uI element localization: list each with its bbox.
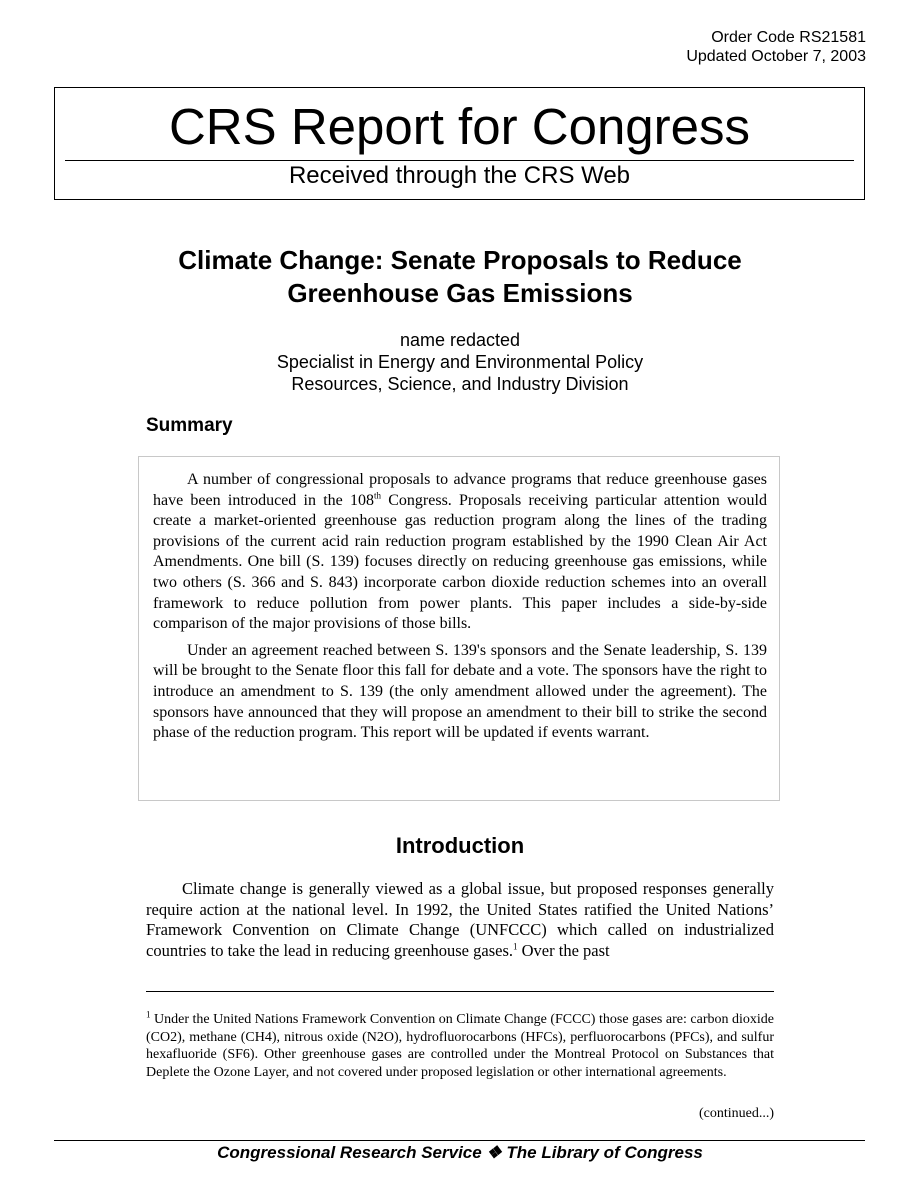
footnote: [146, 1011, 774, 1081]
document-title: [100, 244, 820, 310]
banner-title: CRS Report for Congress: [168, 98, 751, 155]
continued-note: (continued...): [698, 1106, 774, 1121]
banner-subtitle: Received through the CRS Web: [288, 162, 631, 189]
footnote-marker: 1: [146, 1009, 151, 1020]
ordinal-superscript: th: [374, 490, 382, 501]
author-name: name redacted: [399, 330, 521, 350]
footnote-text: Under the United Nations Framework Convention on Climate Change (FCCC) those gases are: carbon dioxide (CO2), methane (CH4), nitrous oxide (N2O), hydrofluorocarbons (HFCs), perfluorocarbons (PFCs), and sulfur hexafluoride (SF6). Other greenhouse gases are controlled under the Montreal Protocol on Substances that Deplete the Ozone Layer, and not covered under proposed legislation or other international agreements.: [146, 1012, 774, 1080]
introduction-text-tail: Over the past: [517, 940, 610, 960]
summary-paragraph-1: [153, 470, 767, 635]
updated-date: Updated October 7, 2003: [686, 48, 866, 65]
banner-divider: [65, 160, 854, 161]
summary-p1-text: A number of congressional proposals to advance programs that reduce greenhouse gases have been introduced in the 108: [153, 471, 767, 509]
summary-p1-text-cont: Congress. Proposals receiving particular attention would create a market-oriented greenhouse gas reduction program along the lines of the trading provisions of the current acid rain reduction program established by the 1990 Clean Air Act Amendments. One bill (S. 139) focuses directly on reducing greenhouse gas emissions, while two others (S. 366 and S. 843) incorporate carbon dioxide reduction schemes into an overall framework to reduce pollution from power plants. This paper includes a side-by-side comparison of the major provisions of those bills.: [153, 491, 767, 633]
order-code-block: [686, 28, 866, 66]
document-title-line-2: Greenhouse Gas Emissions: [287, 278, 633, 308]
footnote-reference[interactable]: 1: [513, 941, 518, 951]
footer-divider: [54, 1140, 865, 1141]
page-footer: Congressional Research Service ❖ The Library of Congress: [217, 1143, 703, 1162]
author-division: Resources, Science, and Industry Division: [291, 374, 629, 394]
introduction-paragraph: [146, 879, 774, 961]
order-code: Order Code RS21581: [711, 29, 866, 46]
report-banner: [54, 87, 865, 200]
footnote-divider: [146, 991, 774, 992]
summary-heading: Summary: [146, 415, 233, 436]
document-title-line-1: Climate Change: Senate Proposals to Reduce: [178, 245, 742, 275]
summary-paragraph-2: Under an agreement reached between S. 139's sponsors and the Senate leadership, S. 139 will be brought to the Senate floor this fall for debate and a vote. The sponsors have the right to introduce an amendment to S. 139 (the only amendment allowed under the agreement). The sponsors have announced that they will propose an amendment to their bill to strike the second phase of the reduction program. This report will be updated if events warrant.: [153, 641, 767, 742]
introduction-text: Climate change is generally viewed as a global issue, but proposed responses generally require action at the national level. In 1992, the United States ratified the United Nations’ Framework Convention on Climate Change (UNFCCC) which called on industrialized countries to take the lead in reducing greenhouse gases.: [146, 879, 774, 960]
author-position: Specialist in Energy and Environmental Policy: [276, 352, 644, 372]
introduction-heading: Introduction: [395, 833, 525, 858]
author-block: [100, 329, 820, 395]
summary-box: [138, 456, 780, 801]
